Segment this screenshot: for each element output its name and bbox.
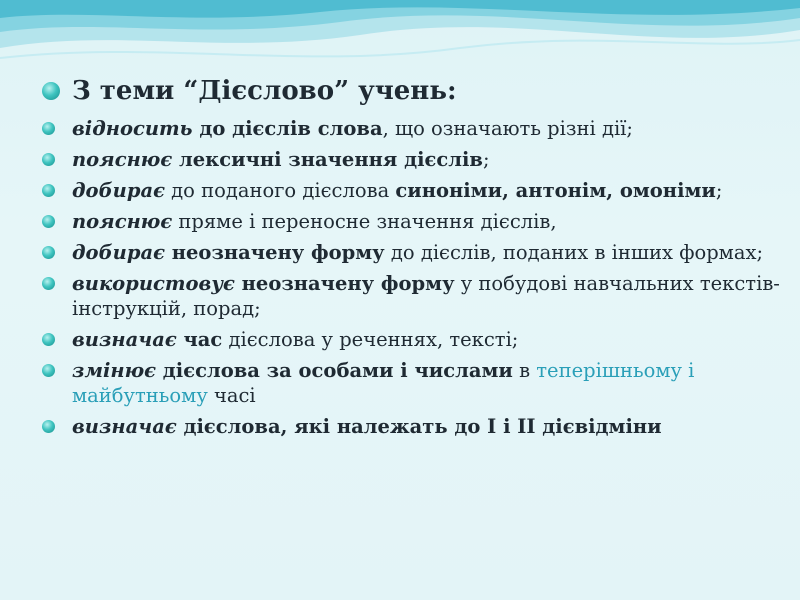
item-text-part: пояснює xyxy=(72,148,173,171)
bullet-icon xyxy=(42,420,55,433)
item-text-part: ; xyxy=(715,179,723,202)
bullet-icon xyxy=(42,82,60,100)
list-item xyxy=(42,116,782,141)
list-item xyxy=(42,414,782,439)
bullet-icon xyxy=(42,153,55,166)
item-text-part: , що означають різні дії; xyxy=(382,117,633,140)
item-text-part: неозначену форму xyxy=(234,272,455,295)
item-text-part: час xyxy=(176,328,223,351)
item-text-part: в xyxy=(512,359,537,382)
item-text-part: дієслова у реченнях, тексті; xyxy=(222,328,519,351)
slide-heading xyxy=(42,74,782,108)
item-text-part: лексичні значення дієслів xyxy=(172,148,483,171)
bullet-icon xyxy=(42,277,55,290)
item-text-part: визначає xyxy=(72,328,177,351)
item-text-part: до дієслів, поданих в інших формах; xyxy=(384,241,764,264)
item-text-part: до поданого дієслова xyxy=(164,179,396,202)
bullet-icon xyxy=(42,333,55,346)
list-item xyxy=(42,271,782,321)
list-item xyxy=(42,327,782,352)
list-item xyxy=(42,358,782,408)
list-item xyxy=(42,178,782,203)
bullet-icon xyxy=(42,122,55,135)
list-item xyxy=(42,209,782,234)
item-text-part: теперішньому і майбутньому xyxy=(72,359,695,407)
bullet-icon xyxy=(42,184,55,197)
item-text-part: пояснює xyxy=(72,210,173,233)
slide-content xyxy=(42,74,782,445)
item-text-part: часі xyxy=(207,384,256,407)
item-text-part: синоніми, антонім, омоніми xyxy=(395,179,716,202)
item-text-part: змінює xyxy=(72,359,157,382)
item-text-part: ; xyxy=(482,148,490,171)
item-text-part: використовує xyxy=(72,272,235,295)
bullet-icon xyxy=(42,246,55,259)
item-text-part: визначає xyxy=(72,415,177,438)
bullet-list xyxy=(42,116,782,439)
item-text-part: неозначену форму xyxy=(164,241,385,264)
heading-text: З теми “Дієслово” учень: xyxy=(72,76,457,106)
bullet-icon xyxy=(42,215,55,228)
item-text-part: добирає xyxy=(72,179,165,202)
item-text-part: дієслова за особами і числами xyxy=(156,359,513,382)
bullet-icon xyxy=(42,364,55,377)
item-text-part: до дієслів слова xyxy=(192,117,383,140)
item-text-part: відносить xyxy=(72,117,193,140)
item-text-part: у побудові навчальних текстів-інструкцій, порад; xyxy=(72,272,780,320)
list-item xyxy=(42,240,782,265)
item-text-part: добирає xyxy=(72,241,165,264)
item-text-part: пряме і переносне значення дієслів, xyxy=(172,210,557,233)
list-item xyxy=(42,147,782,172)
item-text-part: дієслова, які належать до І і ІІ дієвідміни xyxy=(176,415,662,438)
